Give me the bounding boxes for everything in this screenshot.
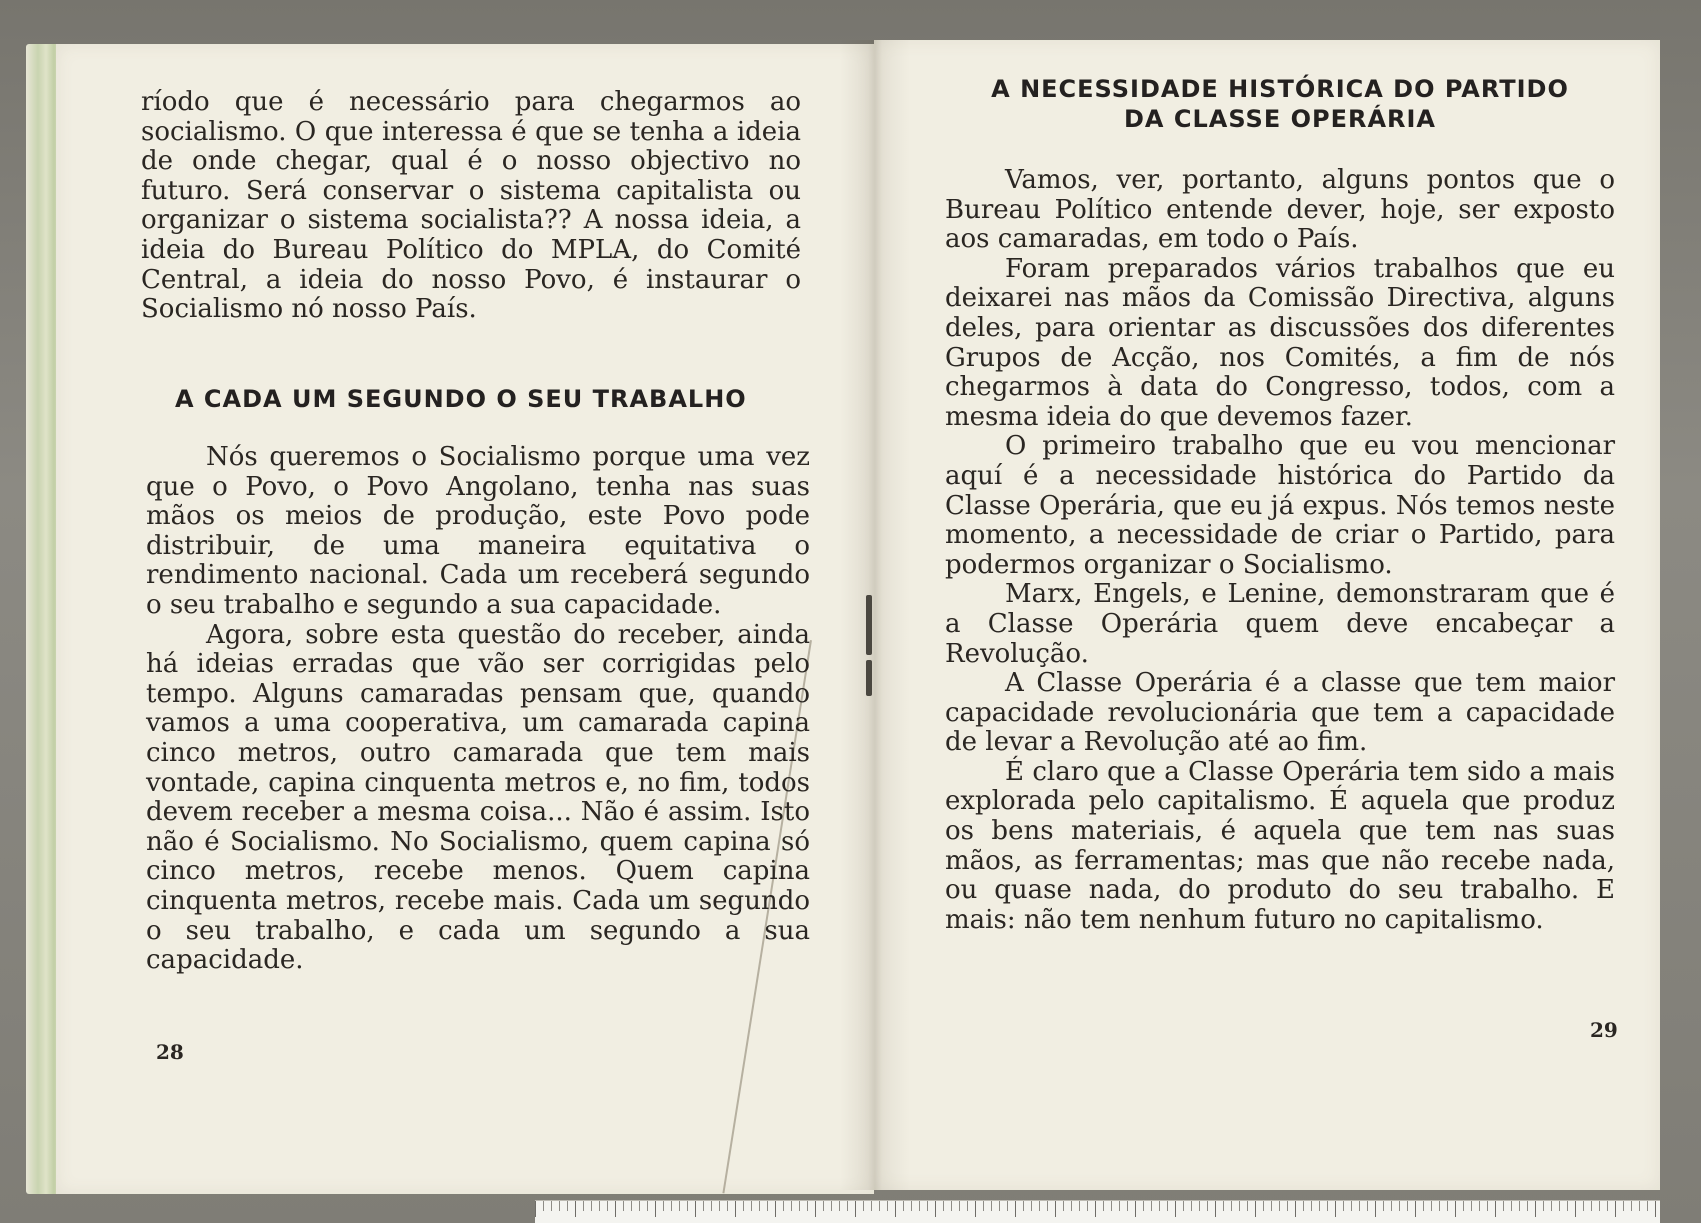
- staple-top: [866, 595, 872, 655]
- measurement-ruler: [535, 1200, 1660, 1223]
- right-paragraph: A Classe Operária é a classe que tem maior capacidade revolucionária que tem a capacidade de levar a Revolução até ao fim.: [945, 668, 1615, 758]
- right-paragraph: Vamos, ver, portanto, alguns pontos que o Bureau Político entende dever, hoje, ser exposto aos camaradas, em todo o País.: [945, 165, 1615, 255]
- staple-bottom: [866, 660, 872, 696]
- right-heading-line-2: DA CLASSE OPERÁRIA: [1124, 105, 1436, 133]
- right-heading-line-1: A NECESSIDADE HISTÓRICA DO PARTIDO: [991, 75, 1569, 103]
- right-paragraph: Marx, Engels, e Lenine, demonstraram que é a Classe Operária quem deve encabeçar a Revolução.: [945, 579, 1615, 669]
- left-paragraph-1: ríodo que é necessário para chegarmos ao socialismo. O que interessa é que se tenha a ideia de onde chegar, qual é o nosso objectivo no futuro. Será conservar o sistema capitalista ou organizar o sistema socialista?? A nossa ideia, a ideia do Bureau Político do MPLA, do Comité Central, a ideia do nosso Povo, é instaurar o Socialismo nó nosso País.: [141, 87, 801, 325]
- left-paragraph-2: Nós queremos o Socialismo porque uma vez que o Povo, o Povo Angolano, tenha nas suas mãos os meios de produção, este Povo pode distribuir, de uma maneira equitativa o rendimento nacional. Cada um receberá segundo o seu trabalho e segundo a sua capacidade.: [146, 442, 810, 620]
- left-section-heading: A CADA UM SEGUNDO O SEU TRABALHO: [175, 385, 747, 413]
- right-paragraph: É claro que a Classe Operária tem sido a mais explorada pelo capitalismo. É aquela que produz os bens materiais, é aquela que tem nas suas mãos, as ferramentas; mas que não recebe nada, ou quase nada, do produto do seu trabalho. E mais: não tem nenhum futuro no capitalismo.: [945, 756, 1615, 935]
- right-section-heading: [960, 74, 1600, 134]
- right-paragraphs-block: [945, 166, 1615, 935]
- page-number-right: 29: [1590, 1018, 1618, 1042]
- right-paragraph: Foram preparados vários trabalhos que eu deixarei nas mãos da Comissão Directiva, alguns deles, para orientar as discussões dos diferentes Grupos de Acção, nos Comités, a fim de nós chegarmos à data do Congresso, todos, com a mesma ideia do que devemos fazer.: [945, 253, 1615, 432]
- left-paragraphs-block: [146, 443, 810, 976]
- left-paragraph-1-block: [141, 88, 801, 325]
- left-paragraph-3: Agora, sobre esta questão do receber, ainda há ideias erradas que vão ser corrigidas pelo tempo. Alguns camaradas pensam que, quando vamos a uma cooperativa, um camarada capina cinco metros, outro camarada que tem mais vontade, capina cinquenta metros e, no fim, todos devem receber a mesma coisa... Não é assim. Isto não é Socialismo. No Socialismo, quem capina só cinco metros, recebe menos. Quem capina cinquenta metros, recebe mais. Cada um segundo o seu trabalho, e cada um segundo a sua capacidade.: [146, 619, 810, 976]
- page-number-left: 28: [156, 1040, 184, 1064]
- book-gutter: [840, 40, 910, 1190]
- right-paragraph: O primeiro trabalho que eu vou mencionar aquí é a necessidade histórica do Partido da Classe Operária, que eu já expus. Nós temos neste momento, a necessidade de criar o Partido, para podermos organizar o Socialismo.: [945, 431, 1615, 580]
